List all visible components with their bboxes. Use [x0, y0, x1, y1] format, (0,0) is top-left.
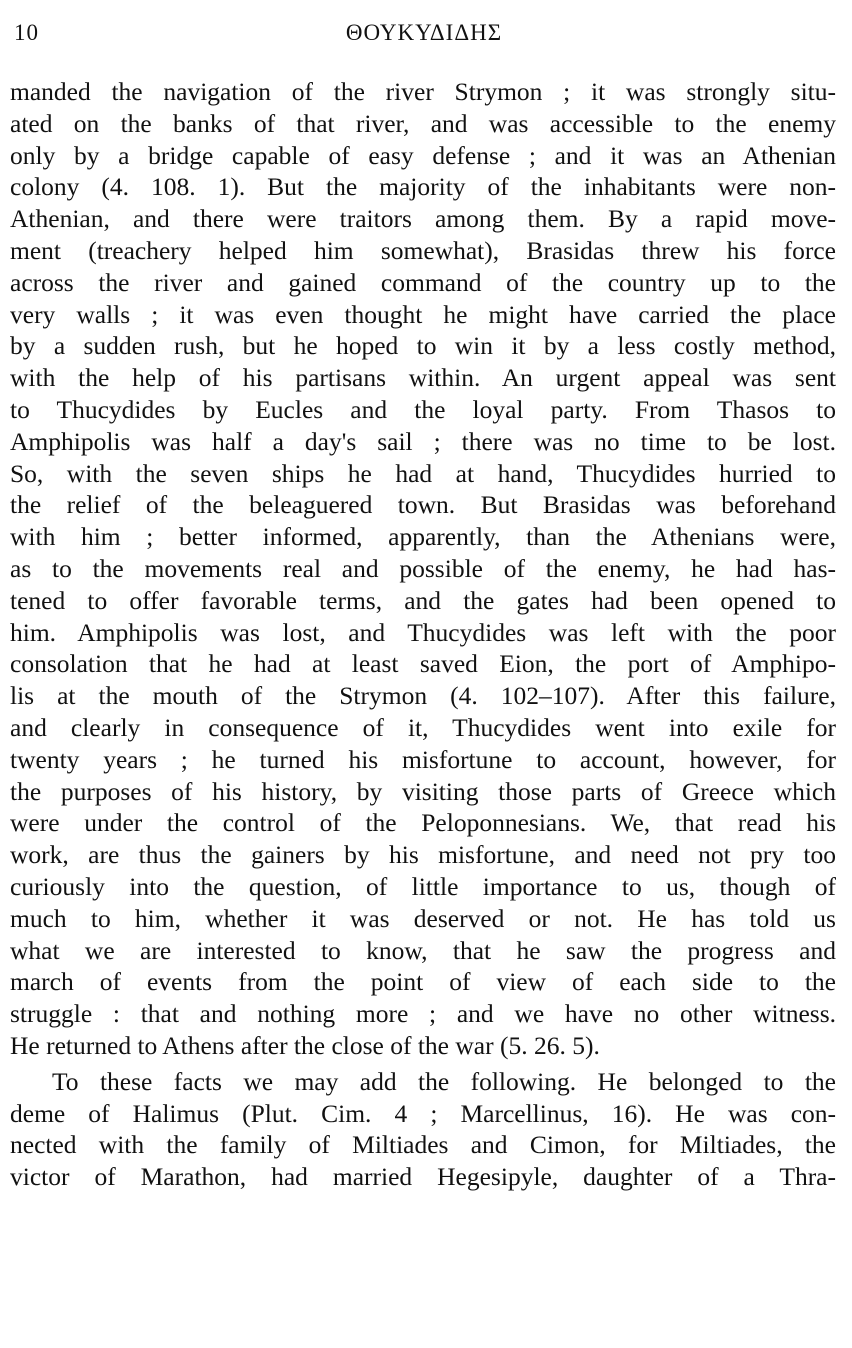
text-line: struggle : that and nothing more ; and we have no other witness.: [10, 999, 836, 1029]
text-line: victor of Marathon, had married Hegesipyle, daughter of a Thra-: [10, 1162, 836, 1192]
text-line: by a sudden rush, but he hoped to win it by a less costly method,: [10, 331, 836, 361]
text-line: only by a bridge capable of easy defense ; and it was an Athenian: [10, 140, 836, 170]
text-line: lis at the mouth of the Strymon (4. 102–107). After this failure,: [10, 681, 836, 711]
text-line: Amphipolis was half a day's sail ; there was no time to be lost.: [10, 426, 836, 456]
page-number: 10: [14, 20, 39, 45]
text-line: much to him, whether it was deserved or not. He has told us: [10, 903, 836, 933]
running-title: ΘΟΥΚΥΔΙΔΗΣ: [345, 20, 503, 45]
text-line: twenty years ; he turned his misfortune to account, however, for: [10, 744, 836, 774]
text-line: manded the navigation of the river Strymon ; it was strongly situ-: [10, 77, 836, 106]
text-line: nected with the family of Miltiades and Cimon, for Miltiades, the: [10, 1130, 836, 1160]
text-line: what we are interested to know, that he saw the progress and: [10, 935, 836, 965]
text-line: with him ; better informed, apparently, than the Athenians were,: [10, 522, 836, 552]
text-line: as to the movements real and possible of the enemy, he had has-: [10, 553, 836, 583]
text-line: tened to offer favorable terms, and the gates had been opened to: [10, 585, 836, 615]
body-text: [10, 76, 836, 1193]
text-line: work, are thus the gainers by his misfortune, and need not pry too: [10, 840, 836, 870]
text-line: march of events from the point of view of each side to the: [10, 967, 836, 997]
text-line: were under the control of the Peloponnesians. We, that read his: [10, 808, 836, 838]
text-line: to Thucydides by Eucles and the loyal party. From Thasos to: [10, 394, 836, 424]
text-line: the purposes of his history, by visiting those parts of Greece which: [10, 776, 836, 806]
running-head: [14, 20, 834, 50]
text-line: ated on the banks of that river, and was accessible to the enemy: [10, 108, 836, 138]
paragraph-start-line: To these facts we may add the following. He belonged to the: [52, 1066, 836, 1096]
text-line: deme of Halimus (Plut. Cim. 4 ; Marcellinus, 16). He was con-: [10, 1098, 836, 1128]
text-line: So, with the seven ships he had at hand, Thucydides hurried to: [10, 458, 836, 488]
text-line: colony (4. 108. 1). But the majority of the inhabitants were non-: [10, 172, 836, 202]
text-line: him. Amphipolis was lost, and Thucydides was left with the poor: [10, 617, 836, 647]
text-line: across the river and gained command of the country up to the: [10, 267, 836, 297]
text-line: the relief of the beleaguered town. But Brasidas was beforehand: [10, 490, 836, 520]
text-line: Athenian, and there were traitors among them. By a rapid move-: [10, 204, 836, 234]
text-line: consolation that he had at least saved Eion, the port of Amphipo-: [10, 649, 836, 679]
text-line: and clearly in consequence of it, Thucydides went into exile for: [10, 712, 836, 742]
paragraph-end-line: He returned to Athens after the close of the war (5. 26. 5).: [10, 1030, 600, 1060]
text-line: ment (treachery helped him somewhat), Brasidas threw his force: [10, 235, 836, 265]
text-line: very walls ; it was even thought he might have carried the place: [10, 299, 836, 329]
text-line: curiously into the question, of little importance to us, though of: [10, 871, 836, 901]
text-line: with the help of his partisans within. An urgent appeal was sent: [10, 363, 836, 393]
